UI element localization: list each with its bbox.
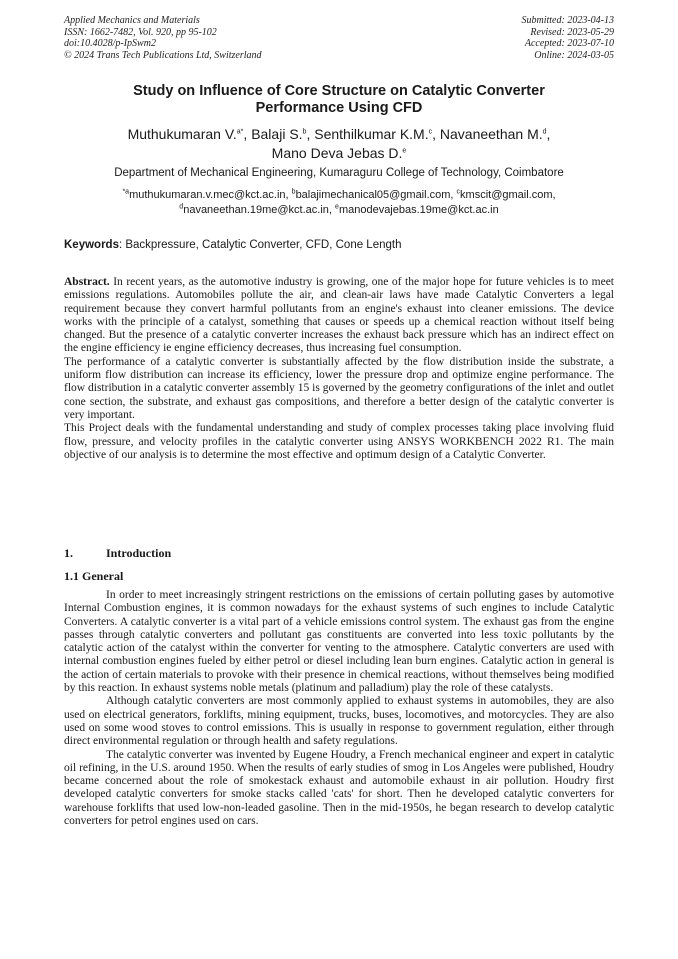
journal-info [64, 15, 262, 61]
email-marker: *a [122, 188, 130, 196]
section-number: 1. [64, 546, 73, 560]
revised-date: Revised: 2023-05-29 [530, 26, 614, 38]
email-link[interactable]: manodevajebas.19me@kct.ac.in [338, 203, 499, 216]
email-marker: d [179, 202, 184, 210]
author-name: Navaneethan M. [439, 126, 543, 142]
accepted-date: Accepted: 2023-07-10 [524, 38, 614, 49]
author-name: Mano Deva Jebas D. [271, 145, 403, 161]
online-date: Online: 2024-03-05 [534, 49, 614, 61]
email-link[interactable]: balajimechanical05@gmail.com, [295, 189, 454, 201]
email-link[interactable]: navaneethan.19me@kct.ac.in, [183, 203, 332, 216]
author-name: Muthukumaran V. [127, 126, 237, 142]
email-link[interactable]: kmscit@gmail.com, [460, 189, 556, 201]
author-marker: a* [236, 128, 244, 136]
author-marker: e [402, 147, 407, 155]
body-paragraph: In order to meet increasingly stringent restrictions on the emissions of certain polluting gases by automotive Internal Combustion engines, it is common nowadays for the exhaust systems of such engines to include Catalytic Converters. A catalytic converter is a vital part of a vehicle emissions control system. The exhaust gas from the engine passes through catalytic converters and pollutant gas constituents are converted into less toxic pollutants by the catalytic action of the catalyst within the converter for venting to the atmosphere. Catalytic converters are used with internal combustion engines fueled by either petrol or diesel including lean burn engines. Catalytic action in general is the action of certain materials to provoke with their presence in chemical reactions, without themselves being modified by this reaction. In exhaust systems noble metals (platinum and palladium) play the role of these catalysts. [64, 589, 614, 695]
email-marker: c [456, 188, 461, 196]
abstract-paragraph: The performance of a catalytic converter is substantially affected by the flow distribution inside the substrate, a uniform flow distribution can increase its efficiency, lower the pressure drop and optimize engine performance. The flow distribution in a catalytic converter assembly 15 is governed by the geometry configurations of the inlet and outlet cone section, the substrate, and exhaust gas compositions, and therefore a better design of the catalytic converter is very important. [64, 355, 614, 421]
keywords [64, 238, 614, 252]
author-name: Senthilkumar K.M. [314, 126, 429, 142]
journal-copyright: © 2024 Trans Tech Publications Ltd, Switzerland [64, 49, 262, 61]
abstract-text: In recent years, as the automotive industry is growing, one of the major hope for future vehicles is to meet emissions regulations. Automobiles pollute the air, and clean-air laws have made Catalytic Converters a legal requirement because they convert harmful pollutants from an engine's exhaust into cleaner emissions. The device works with the principle of a catalyst, something that causes or speeds up a chemical reaction without itself being changed. But the presence of a catalytic converter increases the exhaust back pressure which has an indirect effect on the engine efficiency ie engine efficiency decreases, thus increasing fuel consumption. [64, 276, 615, 355]
author-emails [64, 188, 614, 217]
email-link[interactable]: muthukumaran.v.mec@kct.ac.in, [129, 189, 289, 201]
body-paragraph: The catalytic converter was invented by Eugene Houdry, a French mechanical engineer and expert in catalytic oil refining, in the U.S. around 1950. When the results of early studies of smog in Los Angeles were published, Houdry became concerned about the role of smokestack exhaust and automobile exhaust in air pollution. Houdry first developed catalytic converters for smoke stacks called 'cats' for short. Then he developed catalytic converters for warehouse forklifts that used low-non-leaded gasoline. Then in the mid-1950s, he began research to develop catalytic converters for petrol engines used on cars. [64, 748, 614, 828]
abstract [64, 276, 614, 462]
abstract-paragraph: This Project deals with the fundamental understanding and study of complex processes taking place involving fluid flow, pressure, and velocity profiles in the catalytic converter using ANSYS WORKBENCH 2022 R1. The main objective of our analysis is to determine the most effective and optimum design of a Catalytic Converter. [64, 422, 614, 461]
introduction-text [64, 589, 614, 828]
submitted-date: Submitted: 2023-04-13 [521, 15, 614, 26]
section-heading [64, 546, 171, 560]
author-list: Muthukumaran V.$^{a*}$, Balaji S.$^b$, Senthilkumar K.M.$^c$, Navaneethan M.$^d$, Mano Deva Jebas D.$^e$ [127, 126, 551, 161]
title-line-2: Performance Using CFD [255, 100, 423, 116]
submission-dates [522, 15, 615, 61]
keywords-text: : Backpressure, Catalytic Converter, CFD, Cone Length [118, 239, 402, 251]
author-marker: d [542, 128, 547, 136]
author-name: Balaji S. [251, 126, 303, 142]
paper-title [64, 83, 614, 117]
author-marker: c [428, 128, 433, 136]
title-line-1: Study on Influence of Core Structure on Catalytic Converter [133, 83, 545, 99]
abstract-label: Abstract. [64, 276, 110, 288]
body-paragraph: Although catalytic converters are most commonly applied to exhaust systems in automobiles, they are also used on electrical generators, forklifts, mining equipment, trucks, buses, locomotives, and motorcycles. They are also used on some wood stoves to control emissions. This is usually in response to government regulation, either through direct environmental regulation or through health and safety regulations. [64, 695, 614, 748]
subsection-heading: 1.1 General [64, 569, 124, 583]
journal-doi: doi:10.4028/p-IpSwm2 [64, 38, 156, 49]
section-title: Introduction [106, 546, 172, 560]
affiliation: Department of Mechanical Engineering, Kumaraguru College of Technology, Coimbatore [114, 167, 564, 179]
email-marker: b [291, 188, 296, 196]
journal-name: Applied Mechanics and Materials [64, 15, 200, 26]
email-marker: e [335, 202, 339, 210]
author-marker: b [302, 128, 307, 136]
keywords-label: Keywords [64, 239, 119, 251]
abstract-paragraph [64, 276, 614, 356]
journal-issn: ISSN: 1662-7482, Vol. 920, pp 95-102 [64, 26, 217, 38]
